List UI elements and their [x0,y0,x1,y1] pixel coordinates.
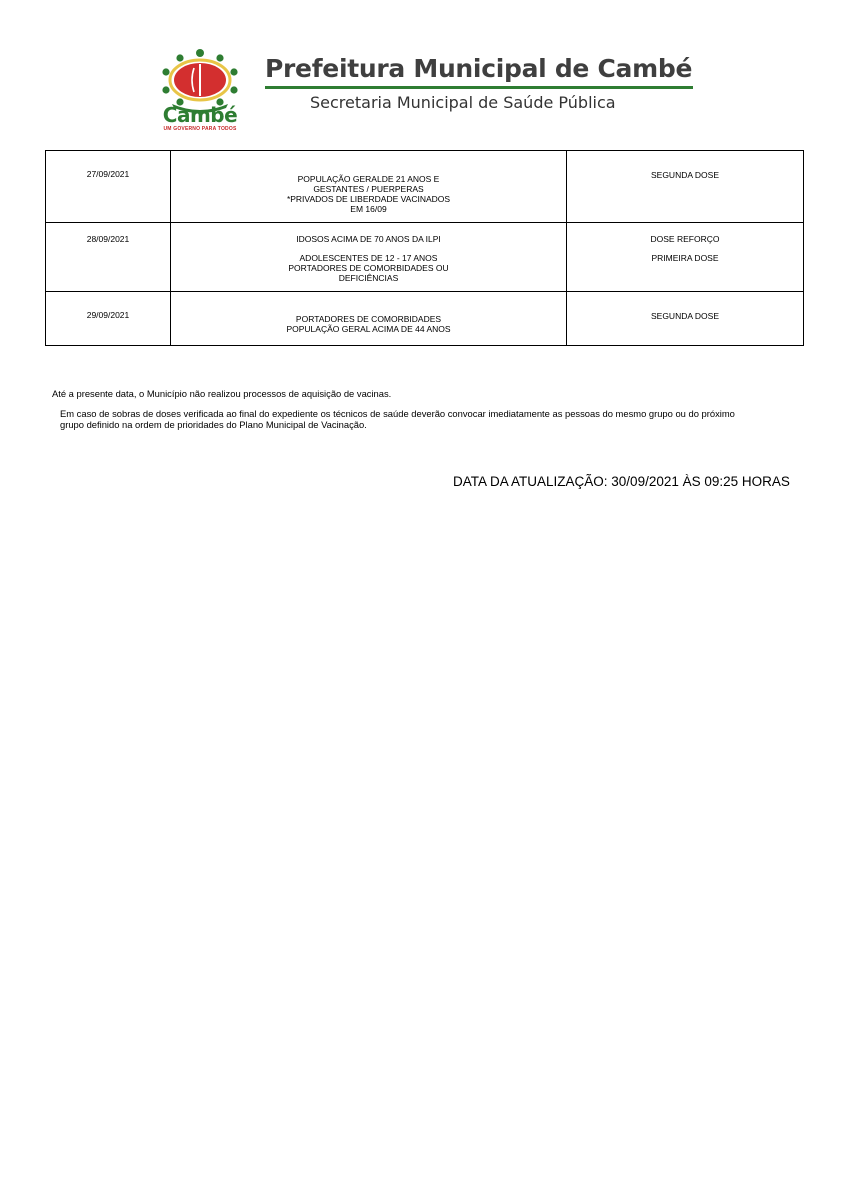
schedule-doses [567,151,804,223]
update-timestamp: DATA DA ATUALIZAÇÃO: 30/09/2021 ÀS 09:25 HORAS [453,474,790,489]
schedule-doses [567,292,804,346]
schedule-date: 28/09/2021 [46,223,171,292]
group-line: PORTADORES DE COMORBIDADES OU [288,263,449,273]
group-line: GESTANTES / PUERPERAS [313,184,424,194]
leftover-doses-note: Em caso de sobras de doses verificada ao final do expediente os técnicos de saúde deverão convocar imediatamente as pessoas do mesmo grupo ou do próximo grupo definido na ordem de prioridades do Plano Municipal de Vacinação. [60,408,735,430]
group-line: PORTADORES DE COMORBIDADES [295,314,442,324]
group-line: IDOSOS ACIMA DE 70 ANOS DA ILPI [296,234,441,244]
group-line: POPULAÇÃO GERALDE 21 ANOS E [297,174,440,184]
group-line: EM 16/09 [350,204,387,214]
schedule-groups [171,292,567,346]
schedule-date: 27/09/2021 [46,151,171,223]
dose-label: SEGUNDA DOSE [650,170,720,180]
group-line: ADOLESCENTES DE 12 - 17 ANOS [299,253,438,263]
page-subtitle: Secretaria Municipal de Saúde Pública [310,93,616,112]
dose-label: SEGUNDA DOSE [650,311,720,321]
table-row [46,292,804,346]
schedule-date: 29/09/2021 [46,292,171,346]
schedule-groups [171,151,567,223]
cambe-logo [150,48,250,138]
group-spacer [171,244,566,253]
schedule-doses [567,223,804,292]
cambe-logo-wordmark: Cambé [162,103,238,127]
acquisition-note: Até a presente data, o Município não realizou processos de aquisição de vacinas. [52,388,392,399]
cambe-logo-tagline: UM GOVERNO PARA TODOS [163,126,237,132]
group-line: DEFICIÊNCIAS [338,273,399,283]
schedule-groups [171,223,567,292]
table-row [46,151,804,223]
dose-label: PRIMEIRA DOSE [651,253,719,263]
group-line: *PRIVADOS DE LIBERDADE VACINADOS [286,194,451,204]
document-header [0,0,850,140]
title-divider [265,86,693,89]
table-row [46,223,804,292]
dose-spacer [567,244,803,253]
group-line: POPULAÇÃO GERAL ACIMA DE 44 ANOS [286,324,451,334]
vaccination-schedule-table [45,150,804,346]
page-title: Prefeitura Municipal de Cambé [265,54,693,83]
dose-label: DOSE REFORÇO [650,234,720,244]
